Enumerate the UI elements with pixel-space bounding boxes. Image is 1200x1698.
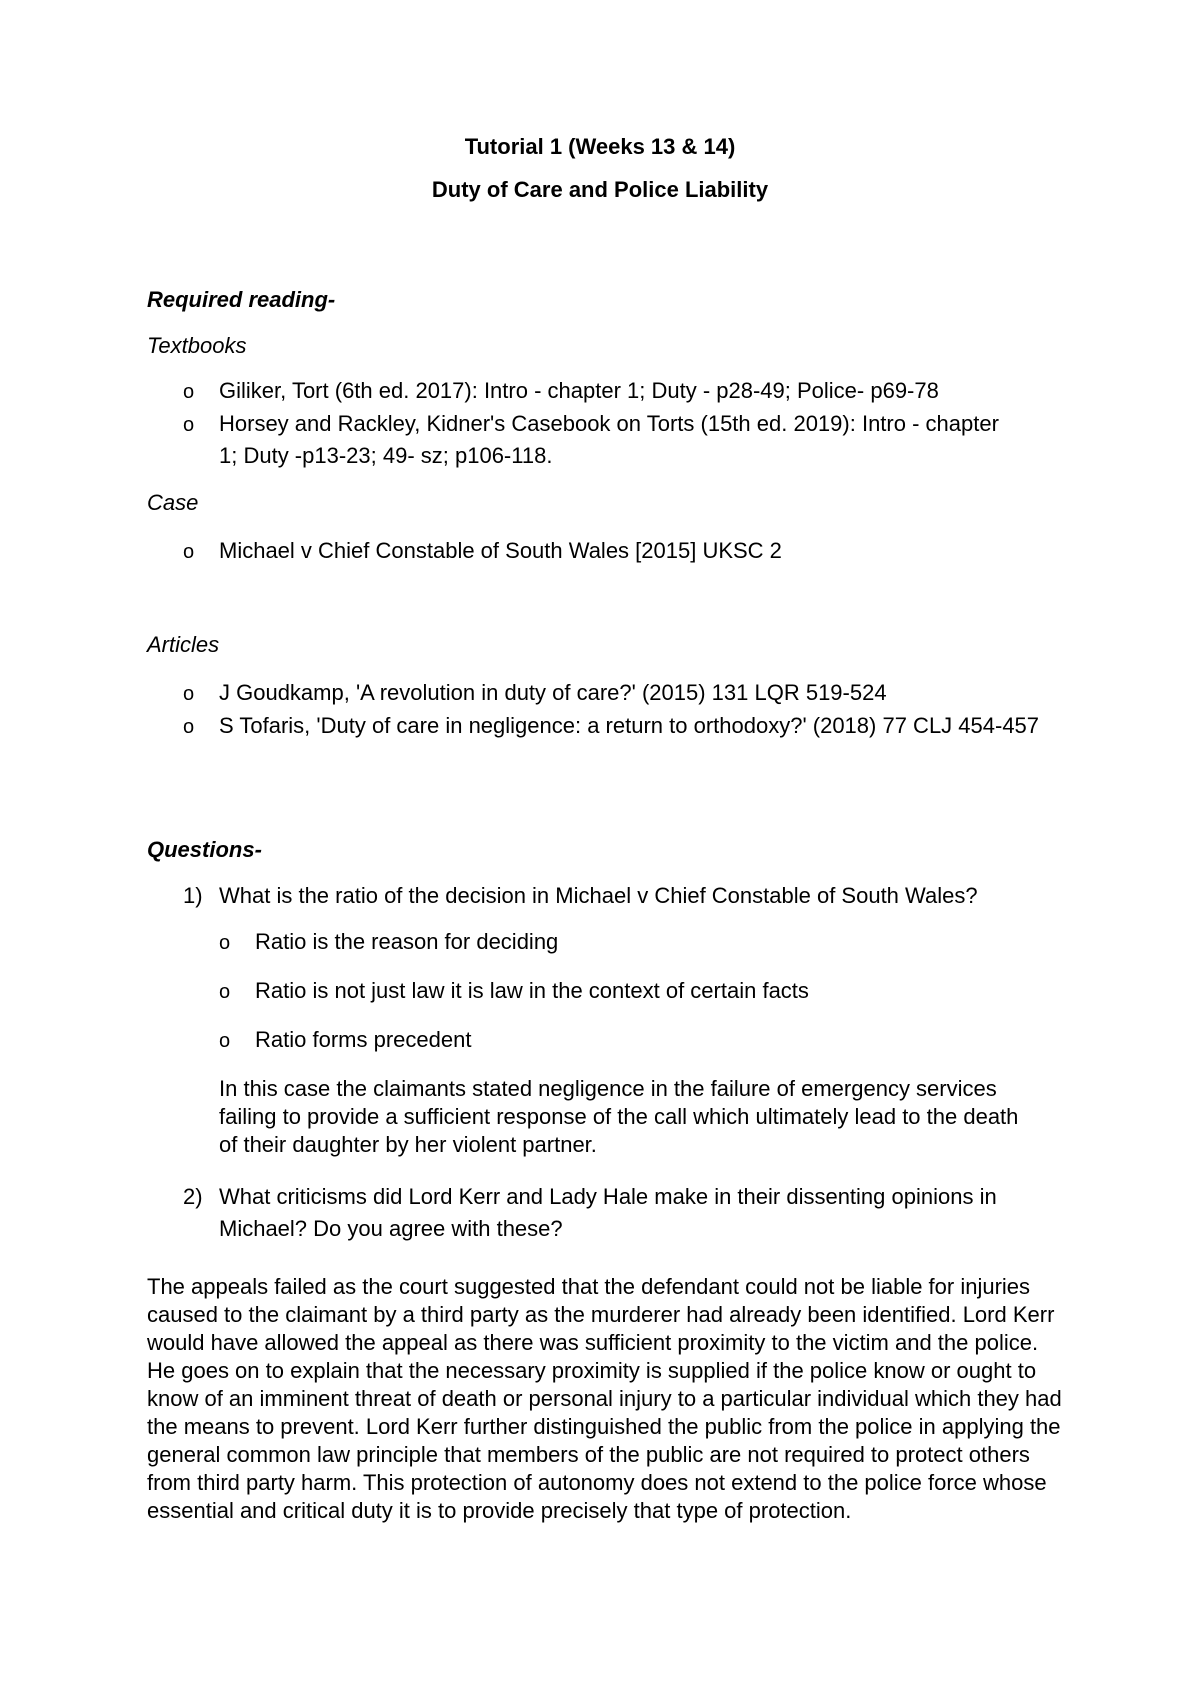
document-title: Tutorial 1 (Weeks 13 & 14) (464, 134, 736, 159)
question-1-text: What is the ratio of the decision in Michael v Chief Constable of South Wales? (219, 883, 978, 908)
article-item-2: S Tofaris, 'Duty of care in negligence: a return to orthodoxy?' (2018) 77 CLJ 454-457 (219, 713, 1040, 738)
ratio-point-2: Ratio is not just law it is law in the context of certain facts (255, 978, 809, 1003)
list-bullet: o (183, 716, 195, 738)
textbook-item-1: Giliker, Tort (6th ed. 2017): Intro - chapter 1; Duty - p28-49; Police- p69-78 (219, 378, 939, 403)
required-reading-heading: Required reading- (147, 287, 336, 312)
case-label: Case (147, 490, 199, 515)
question-1-answer: In this case the claimants stated negligence in the failure of emergency services failing to provide a sufficient response of the call which ultimately lead to the death of their daughter by her violent partner. (219, 1076, 1019, 1157)
article-item-1: J Goudkamp, 'A revolution in duty of care?' (2015) 131 LQR 519-524 (219, 680, 887, 705)
list-bullet: o (183, 414, 195, 436)
textbook-item-2: Horsey and Rackley, Kidner's Casebook on Torts (15th ed. 2019): Intro - chapter 1; Duty -p13-23; 49- sz; p106-118. (219, 411, 999, 468)
list-bullet: o (183, 683, 195, 705)
case-item-1: Michael v Chief Constable of South Wales [2015] UKSC 2 (219, 538, 782, 563)
list-bullet: o (219, 932, 231, 954)
list-bullet: o (183, 381, 195, 403)
textbooks-label: Textbooks (147, 333, 247, 358)
document-subtitle: Duty of Care and Police Liability (431, 177, 769, 202)
ratio-point-1: Ratio is the reason for deciding (255, 929, 559, 954)
list-bullet: o (219, 981, 231, 1003)
questions-heading: Questions- (147, 837, 262, 862)
final-paragraph: The appeals failed as the court suggested that the defendant could not be liable for injuries caused to the claimant by a third party as the murderer had already been identified. Lord Kerr would have allowed the appeal as there was sufficient proximity to the victim and the police. He goes on to explain that the necessary proximity is supplied if the police know or ought to know of an imminent threat of death or personal injury to a particular individual which they had the means to prevent. Lord Kerr further distinguished the public from the police in applying the general common law principle that members of the public are not required to protect others from third party harm. This protection of autonomy does not extend to the police force whose essential and critical duty it is to provide precisely that type of protection. (147, 1274, 1062, 1523)
question-number-1: 1) (183, 883, 203, 908)
list-bullet: o (219, 1030, 231, 1052)
ratio-point-3: Ratio forms precedent (255, 1027, 472, 1052)
question-number-2: 2) (183, 1184, 203, 1209)
articles-label: Articles (147, 632, 220, 657)
list-bullet: o (183, 541, 195, 563)
question-2-text: What criticisms did Lord Kerr and Lady Hale make in their dissenting opinions in Michael? Do you agree with these? (219, 1184, 997, 1241)
